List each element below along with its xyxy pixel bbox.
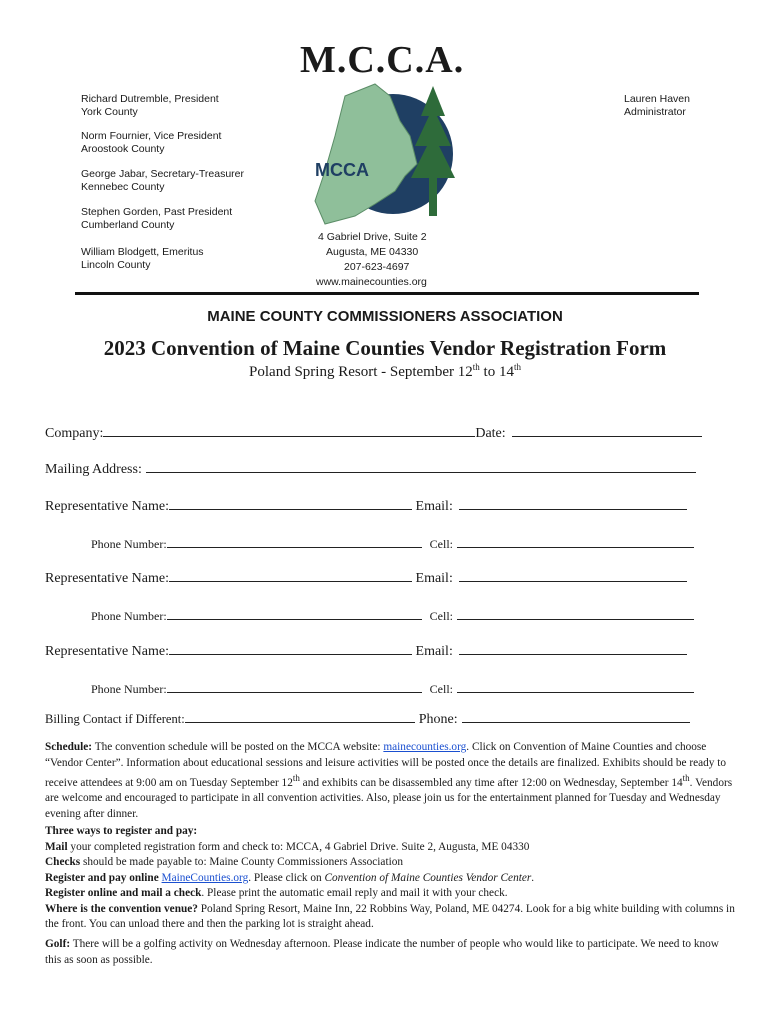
rep1-name-field[interactable] — [169, 497, 412, 510]
logo-badge: MCCA — [315, 160, 369, 180]
company-field[interactable] — [103, 424, 475, 437]
association-name: MAINE COUNTY COMMISSIONERS ASSOCIATION — [207, 308, 563, 325]
rep2-row — [45, 569, 687, 587]
rep1-cell-field[interactable] — [457, 535, 694, 548]
billing-phone-label: Phone: — [418, 712, 458, 727]
address-website: www.mainecounties.org — [316, 276, 427, 288]
form-title: 2023 Convention of Maine Counties Vendor Registration Form — [103, 336, 667, 360]
officer-4 — [81, 206, 232, 232]
mailing-label: Mailing Address: — [45, 462, 142, 477]
rep2-email-field[interactable] — [459, 569, 687, 582]
administrator — [624, 93, 690, 119]
officer-name: William Blodgett, Emeritus — [81, 246, 204, 258]
mailing-row — [45, 460, 696, 478]
rep1-phone-label: Phone Number: — [91, 537, 167, 551]
golf-paragraph: Golf: There will be a golfing activity on Wednesday afternoon. Please indicate the number of people who would like to participate. We need to know this as soon as possible. — [45, 938, 719, 966]
rep1-cell-label: Cell: — [429, 537, 453, 551]
rep3-phone-row — [91, 680, 694, 697]
register-mail-check: Register online and mail a check. Please print the automatic email reply and mail it with your check. — [45, 887, 508, 899]
billing-row — [45, 710, 690, 728]
mailing-field[interactable] — [146, 460, 696, 473]
rep3-phone-field[interactable] — [167, 680, 422, 693]
officer-name: Stephen Gorden, Past President — [81, 206, 233, 218]
date-field[interactable] — [512, 424, 702, 437]
register-checks: Checks should be made payable to: Maine County Commissioners Association — [45, 856, 404, 868]
schedule-heading: Schedule: — [45, 741, 93, 753]
officer-county: Kennebec County — [81, 181, 165, 193]
register-mail: Mail your completed registration form and check to: MCCA, 4 Gabriel Drive. Suite 2, Augusta, ME 04330 — [45, 840, 530, 853]
billing-phone-field[interactable] — [462, 710, 690, 723]
officer-county: Cumberland County — [81, 219, 175, 231]
date-label: Date: — [475, 426, 506, 441]
officer-2 — [81, 130, 221, 156]
rep3-cell-label: Cell: — [429, 682, 453, 696]
rep3-row — [45, 642, 687, 660]
rep2-cell-field[interactable] — [457, 607, 694, 620]
rep3-email-label: Email: — [415, 644, 453, 659]
register-online: Register and pay online MaineCounties.org. Please click on Convention of Maine Counties Vendor Center. — [45, 871, 535, 884]
logo-title: M.C.C.A. — [300, 39, 465, 81]
address-block — [318, 230, 427, 290]
officer-county: Aroostook County — [81, 143, 165, 155]
address-phone: 207-623-4697 — [344, 261, 410, 273]
mcca-logo-graphic — [305, 76, 465, 226]
company-row — [45, 424, 702, 442]
rep1-email-field[interactable] — [459, 497, 687, 510]
officer-5 — [81, 246, 204, 272]
golf-heading: Golf: — [45, 938, 71, 950]
billing-field[interactable] — [185, 710, 415, 723]
rep2-label: Representative Name: — [45, 571, 170, 586]
officer-name: George Jabar, Secretary-Treasurer — [81, 168, 245, 180]
officer-1 — [81, 93, 219, 119]
rep2-email-label: Email: — [415, 571, 453, 586]
rep1-phone-row — [91, 535, 694, 552]
header-divider — [75, 292, 699, 295]
officer-name: Norm Fournier, Vice President — [81, 130, 222, 142]
rep3-label: Representative Name: — [45, 644, 170, 659]
address-city: Augusta, ME 04330 — [326, 246, 419, 258]
administrator-name: Lauren Haven — [624, 93, 690, 105]
billing-label: Billing Contact if Different: — [45, 712, 185, 726]
venue-info: Where is the convention venue? Poland Spring Resort, Maine Inn, 22 Robbins Way, Poland, ME 04274. Look for a big white building with columns in the front. You can unload there and then the parking lot is straight ahead. — [45, 902, 735, 930]
rep2-cell-label: Cell: — [429, 609, 453, 623]
officer-name: Richard Dutremble, President — [81, 93, 219, 105]
rep1-phone-field[interactable] — [167, 535, 422, 548]
rep2-phone-label: Phone Number: — [91, 609, 167, 623]
officer-county: York County — [81, 106, 138, 118]
company-label: Company: — [45, 426, 104, 441]
form-subtitle: Poland Spring Resort - September 12th to 14th — [249, 362, 521, 380]
schedule-paragraph: Schedule: The convention schedule will be posted on the MCCA website: mainecounties.org. Click on Convention of Maine Counties and choose “Vendor Center”. Information about educational sessions and leisure activities will be posted once the details are finalized. Exhibits should be ready to receive attendees at 9:00 am on Tuesday September 12th and exhibits can be disassembled any time after 12:00 on Wednesday, September 14th. Vendors are welcome and encouraged to participate in all convention activities. Also, please join us for the entertainment planned for Tuesday and Wednesday evening after dinner. — [45, 741, 733, 820]
officer-county: Lincoln County — [81, 259, 151, 271]
website-link[interactable]: mainecounties.org — [383, 741, 467, 753]
rep1-email-label: Email: — [415, 499, 453, 514]
register-online-link[interactable]: MaineCounties.org — [161, 871, 249, 884]
officer-3 — [81, 168, 244, 194]
rep2-phone-field[interactable] — [167, 607, 422, 620]
rep3-name-field[interactable] — [169, 642, 412, 655]
address-street: 4 Gabriel Drive, Suite 2 — [318, 231, 427, 243]
rep1-label: Representative Name: — [45, 499, 170, 514]
administrator-title: Administrator — [624, 106, 686, 118]
rep3-email-field[interactable] — [459, 642, 687, 655]
register-section — [45, 824, 735, 933]
rep2-phone-row — [91, 607, 694, 624]
rep3-cell-field[interactable] — [457, 680, 694, 693]
rep2-name-field[interactable] — [169, 569, 412, 582]
rep3-phone-label: Phone Number: — [91, 682, 167, 696]
register-heading: Three ways to register and pay: — [45, 825, 198, 837]
rep1-row — [45, 497, 687, 515]
